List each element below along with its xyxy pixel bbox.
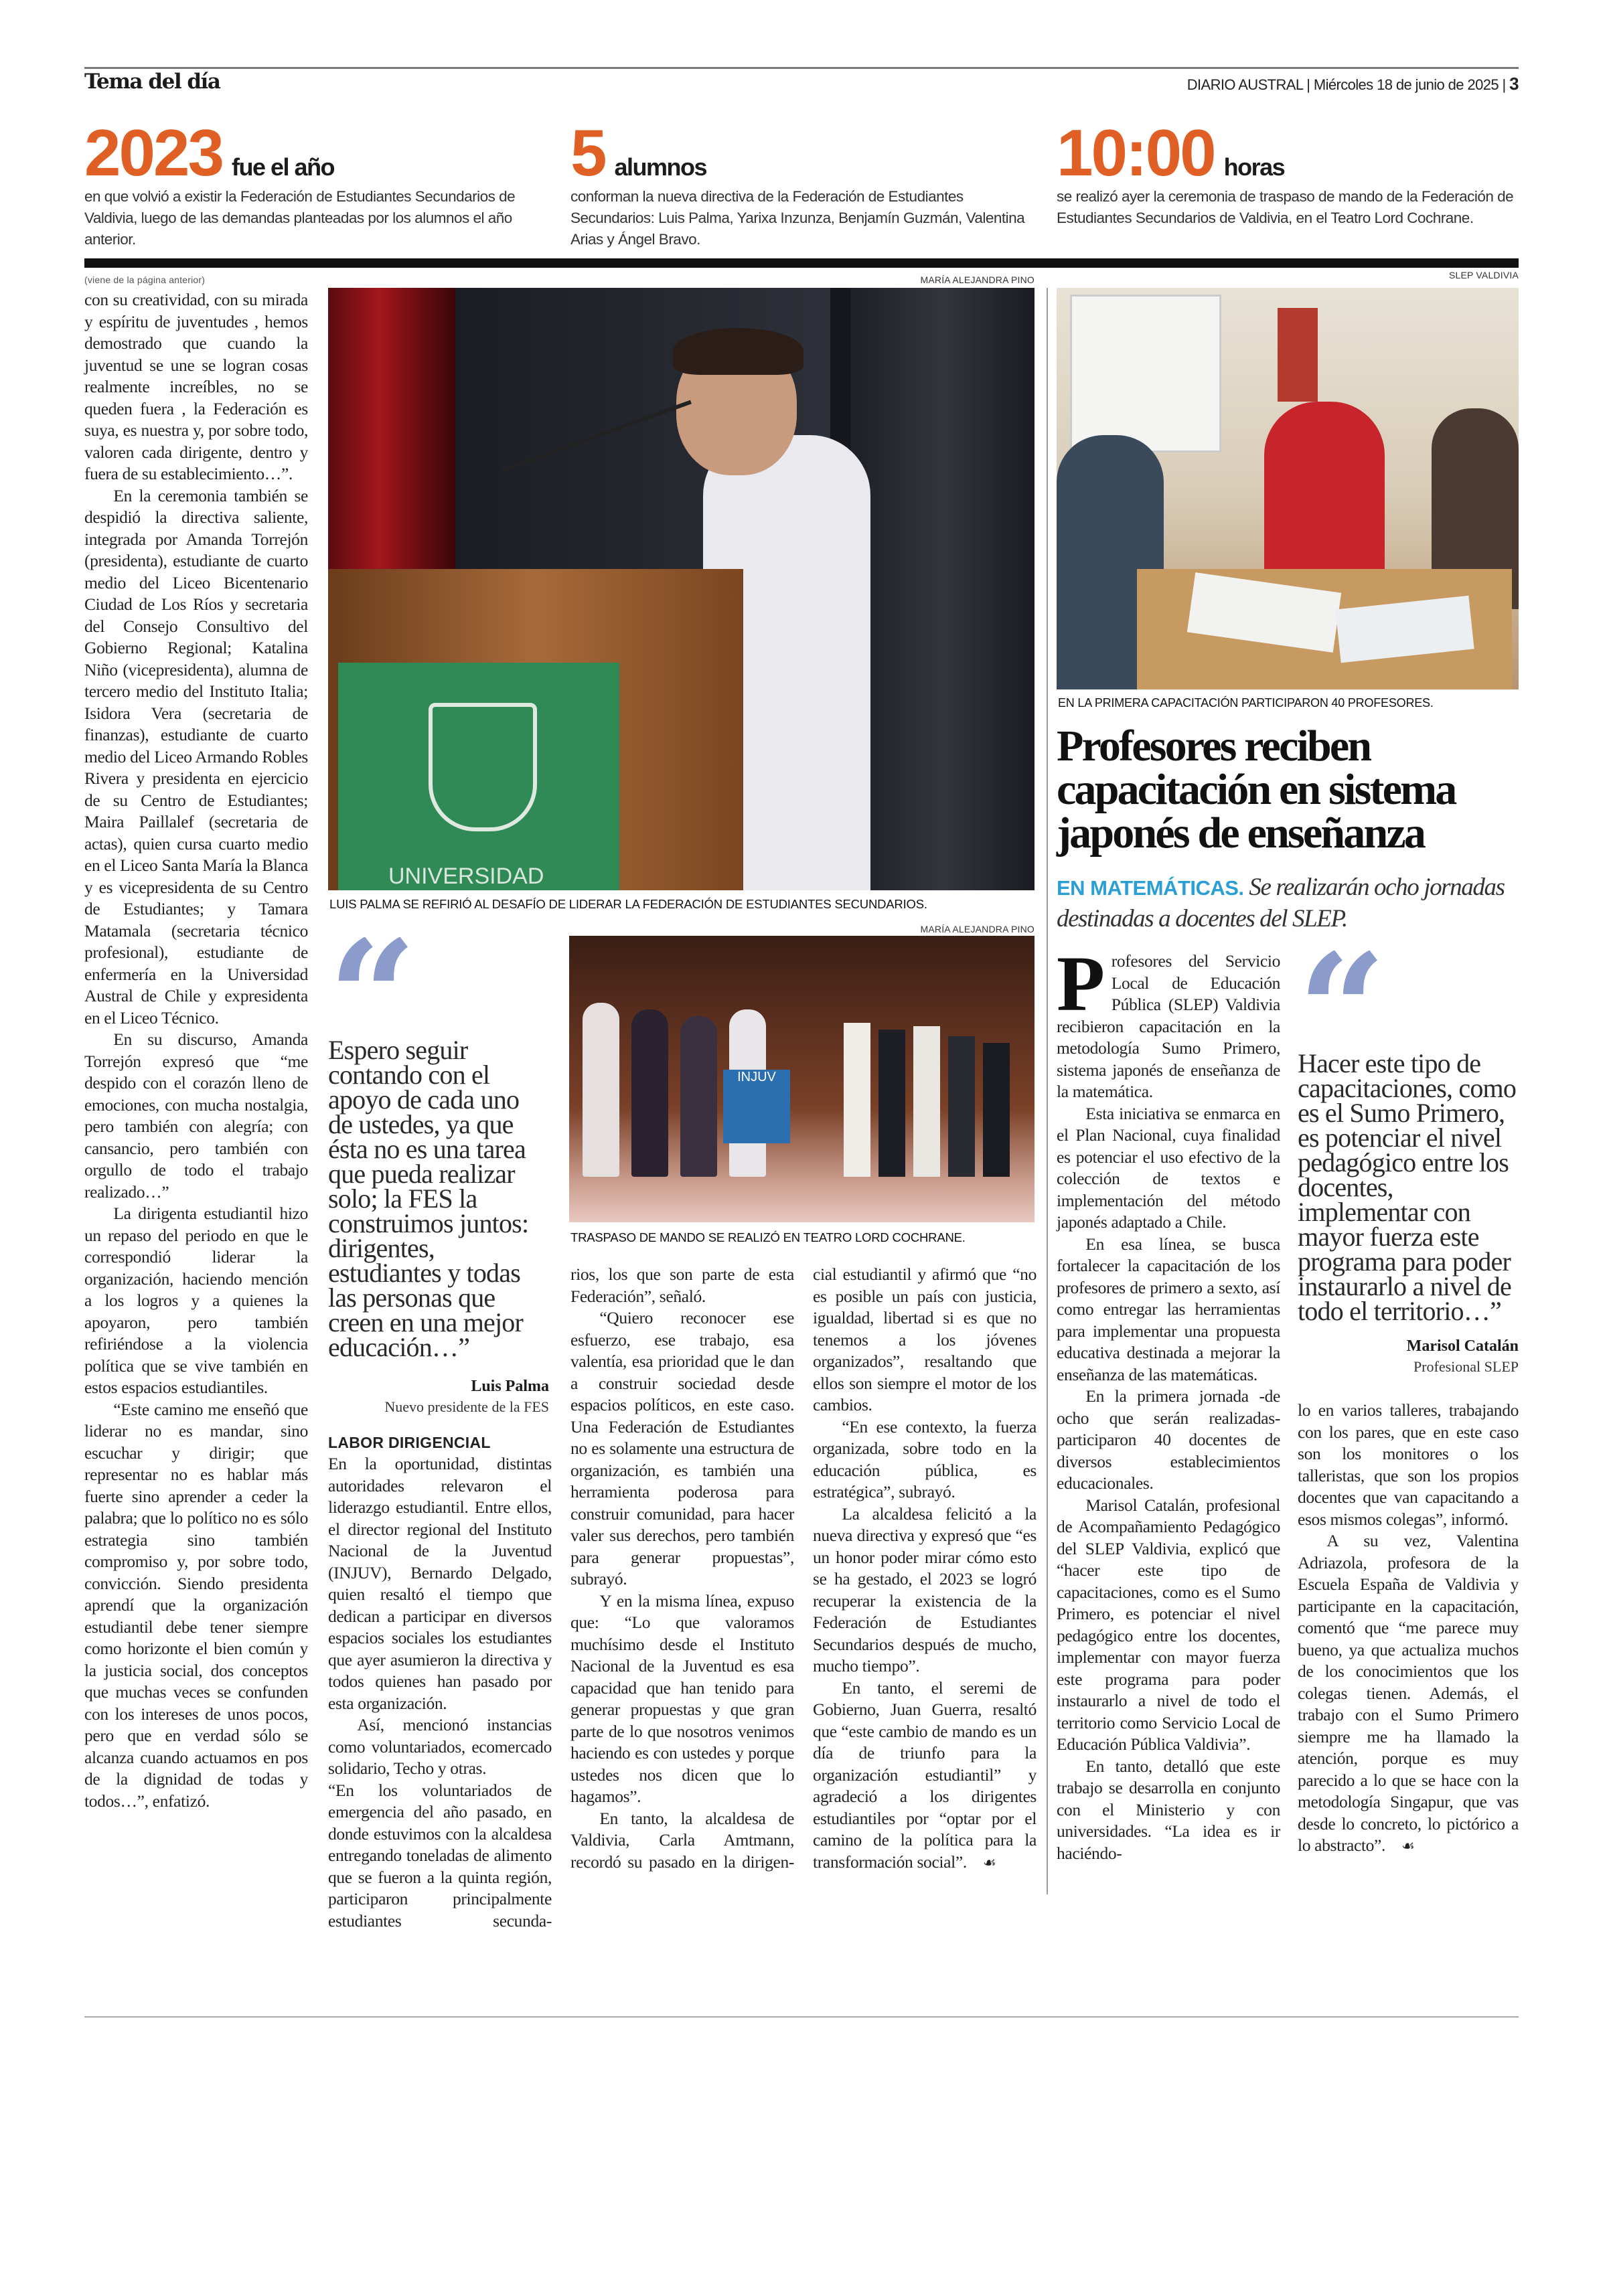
paragraph: “Quiero reconocer ese esfuerzo, ese trabajo, esa valentía, esa prioridad que le dan a construir sociedad desde espacios políticos, en este caso. Una Federación de Estudiantes no es solamente una estructura de organización, es también una herramienta poderosa para construir comunidad, para hacer valer sus derechos, pero también para generar propuestas”, subrayó.: [570, 1308, 794, 1588]
podium-text: UNIVERSIDAD: [388, 864, 544, 889]
paragraph: cial estudiantil y afirmó que “no es posible un país con justicia, igualdad, libertad si es que no tenemos a los jóvenes organizados”, resaltando que ellos son siempre el motor de los cambios.: [813, 1264, 1037, 1414]
stat-number: 2023: [84, 116, 223, 189]
quote-author-role: Profesional SLEP: [1413, 1358, 1519, 1375]
bottom-rule: [84, 2016, 1519, 2018]
end-mark-icon: ☙: [982, 1854, 996, 1872]
stat-number: 10:00: [1057, 116, 1215, 189]
paragraph: En la primera jornada -de ocho que serán realizadas- participaron 40 docentes de diversos establecimientos educacionales.: [1057, 1386, 1280, 1493]
paragraph: [1057, 940, 1280, 1103]
article1-column-4: [813, 1264, 1037, 1874]
article1-column-1: [84, 289, 308, 1812]
stat-unit: fue el año: [232, 153, 335, 181]
subheadline-text: Se realizarán ocho jornadas destinadas a docentes del SLEP.: [1057, 874, 1505, 932]
injuv-banner: INJUV: [723, 1070, 790, 1143]
paragraph: rios, los que son parte de esta Federación”, señaló.: [570, 1264, 794, 1306]
photo-luis-palma-podium: [328, 288, 1035, 890]
paragraph: En tanto, detalló que este trabajo se desarrolla en conjunto con el Ministerio y con universidades. “La idea es ir haciéndo-: [1057, 1756, 1280, 1863]
quote-mark-icon: [328, 937, 549, 1024]
paragraph: “En ese contexto, la fuerza organizada, sobre todo en la educación pública, es estratégica”, subrayó.: [813, 1416, 1037, 1501]
paragraph: Marisol Catalán, profesional de Acompañamiento Pedagógico del SLEP Valdivia, explicó que “hacer este tipo de capacitaciones, como es el Sumo Primero, es potenciar el nivel pedagógico entre los docentes, implementar con mayor fuerza este programa para poder instaurarlo a nivel de todo el territorio como Servicio Local de Educación Pública Valdivia”.: [1057, 1495, 1280, 1754]
quote-text: Espero seguir contando con el apoyo de cada uno de ustedes, ya que ésta no es una tarea que pueda realizar solo; la FES la construimos juntos: dirigentes, estudiantes y todas las personas que creen en una mejor educación…”: [328, 1035, 529, 1362]
photo-credit: MARÍA ALEJANDRA PINO: [920, 274, 1035, 285]
paragraph: lo en varios talleres, trabajando con los pares, que en este caso son los monitores o los talleristas, que son los propios docentes que van capacitando a esos mismos colegas”, informó.: [1298, 1400, 1519, 1529]
paragraph: Y en la misma línea, expuso que: “Lo que valoramos muchísimo desde el Instituto Nacional de la Juventud es esa capacidad que han tenido para generar propuestas y que gran parte de lo que nosotros venimos haciendo es con ustedes y porque ustedes nos dicen que lo hagamos”.: [570, 1590, 794, 1806]
article1-column-2: [328, 1432, 552, 1932]
stat-description: en que volvió a existir la Federación de Estudiantes Secundarios de Valdivia, luego de las demandas planteadas por los alumnos el año anterior.: [84, 188, 516, 248]
photo-credit: SLEP VALDIVIA: [1448, 270, 1519, 280]
paragraph: con su creatividad, con su mirada y espíritu de juventudes , hemos demostrado que cuando la juventud se une se logran cosas realmente increíbles, no se queden fuera , la Federación es suya, es nuestra y, por sobre todo, valoren cada dirigente, dentro y fuera de su establecimiento…”.: [84, 290, 308, 483]
paragraph: En la ceremonia también se despidió la directiva saliente, integrada por Amanda Torrejón (presidenta), estudiante de cuarto medio del Liceo Bicentenario Ciudad de Los Ríos y secretaria del Consejo Consultivo del Gobierno Regional; Katalina Niño (vicepresidenta), alumna de tercero medio del Instituto Italia; Isidora Vera (secretaria de finanzas), estudiante de cuarto medio del Liceo Armando Robles Rivera y presidenta en ejercicio de su Centro de Estudiantes; Maira Paillalef (secretaria de actas), quien cursa cuarto medio en el Liceo Santa María la Blanca y es vicepresidenta de su Centro de Estudiantes; y Tamara Matamala (secretaria técnico profesional), estudiante de enfermería en la Universidad Austral de Chile y expresidenta en el Liceo Técnico.: [84, 485, 308, 1028]
stat-year: [84, 116, 546, 250]
pull-quote-marisol-catalan: [1298, 951, 1519, 1377]
stat-number: 5: [570, 116, 605, 189]
officials-group: [844, 1009, 1024, 1177]
paragraph: [813, 1677, 1037, 1875]
subheadline: [1057, 872, 1519, 934]
article2-column-2-stack: [1298, 951, 1519, 1858]
paragraph: En su discurso, Amanda Torrejón expresó que “me despido con el corazón lleno de emociones, con mucha nostalgia, pero también con alegría; con cansancio, pero también con orgullo de todo el trabajo realizado…”: [84, 1030, 308, 1202]
quote-author: Luis Palma: [471, 1378, 549, 1395]
article2-columns: [1057, 940, 1519, 1864]
paragraph-text: A su vez, Valentina Adriazola, profesora de la Escuela España de Valdivia y participante en la capacitación, comentó que “me parece muy bueno, ya que actualiza muchos de los conocimientos que los colegas tienen. Además, el trabajo con el Sumo Primero siempre me ha llamado la atención, porque es muy parecido a lo que se hace con la metodología Singapur, que vas desde lo concreto, lo pictórico a lo abstracto”.: [1298, 1531, 1519, 1855]
photo-teachers-training: [1057, 288, 1519, 689]
photo-caption: EN LA PRIMERA CAPACITACIÓN PARTICIPARON 40 PROFESORES.: [1058, 696, 1434, 710]
top-rule: [84, 67, 1519, 69]
headline: Profesores reciben capacitación en sistema japonés de enseñanza: [1057, 722, 1456, 857]
paragraph: Esta iniciativa se enmarca en el Plan Nacional, cuya finalidad es potenciar el uso efectivo de la colección de textos e implementación del método japonés adaptado a Chile.: [1057, 1103, 1280, 1232]
paragraph: La alcaldesa felicitó a la nueva directiva y expresó que “es un honor poder mirar cómo esto se ha gestado, el 2023 se logró recuperar la existencia de la Federación de Estudiantes Secundarios después de mucho, mucho tiempo”.: [813, 1503, 1037, 1675]
kicker: EN MATEMÁTICAS.: [1057, 876, 1244, 900]
stat-time: [1057, 116, 1519, 229]
paragraph: La dirigenta estudiantil hizo un repaso del periodo en que le correspondió liderar la organización, haciendo mención a los logros y a quienes la apoyaron, pero también refiriéndose a la violencia política que se vive también en estos espacios estudiantiles.: [84, 1204, 308, 1397]
article1-column-3: [570, 1264, 794, 1873]
paragraph: “En los voluntariados de emergencia del año pasado, en donde estuvimos con la alcaldesa entregando toneladas de alimento que se fueron a la quinta región, participaron principalmente estudiantes secunda-: [328, 1780, 552, 1931]
article2-column-2: [1298, 1400, 1519, 1858]
subheading: LABOR DIRIGENCIAL: [328, 1434, 491, 1451]
photo-caption: TRASPASO DE MANDO SE REALIZÓ EN TEATRO LORD COCHRANE.: [570, 1230, 966, 1244]
stat-description: se realizó ayer la ceremonia de traspaso de mando de la Federación de Estudiantes Secundarios de Valdivia, en el Teatro Lord Cochrane.: [1057, 188, 1514, 226]
continued-note: (viene de la página anterior): [84, 274, 206, 285]
photo-caption: LUIS PALMA SE REFIRIÓ AL DESAFÍO DE LIDERAR LA FEDERACIÓN DE ESTUDIANTES SECUNDARIOS.: [329, 897, 927, 911]
photo-credit: MARÍA ALEJANDRA PINO: [920, 924, 1035, 934]
quote-mark-icon: [1298, 951, 1519, 1038]
paragraph-text: rofesores del Servicio Local de Educación Pública (SLEP) Valdivia recibieron capacitación en la metodología Sumo Primero, sistema japonés de enseñanza de la matemática.: [1057, 951, 1280, 1101]
stat-students: [570, 116, 1032, 250]
paragraph: [1298, 1530, 1519, 1858]
paragraph: “Este camino me enseñó que liderar no es mandar, sino escuchar y dirigir; que representar no es hablar más fuerte sino aprender a ceder la palabra; que lo político no es sólo estrategia sino también compromiso y, por sobre todo, convicción. Siendo presidenta aprendí que la organización estudiantil debe tener siempre como horizonte el bien común y la justicia social, dos conceptos que muchas veces se confunden con los intereses de unos pocos, pero que en verdad sólo se alcanza cuando actuamos en pos de la dignidad de todas y todos…”, enfatizó.: [84, 1399, 308, 1811]
paragraph-text: En tanto, el seremi de Gobierno, Juan Guerra, resaltó que “este cambio de mando es un día de triunfo para la organización estudiantil” y agradeció a los dirigentes estudiantiles por “optar por el camino de la política para la transformación social”.: [813, 1677, 1037, 1872]
issue-date: Miércoles 18 de junio de 2025: [1313, 76, 1499, 93]
stat-unit: alumnos: [614, 153, 707, 181]
stat-description: conforman la nueva directiva de la Federación de Estudiantes Secundarios: Luis Palma, Yarixa Inzunza, Benjamín Guzmán, Valentina Arias y Ángel Bravo.: [570, 188, 1025, 248]
crest-icon: [429, 703, 537, 831]
paragraph: En esa línea, se busca fortalecer la capacitación de los profesores de primero a sexto, así como entregar las herramientas para implementar una propuesta educativa destinada a mejorar la enseñanza de las matemáticas.: [1057, 1234, 1280, 1384]
article2-main-stack: [1057, 724, 1519, 1864]
end-mark-icon: ☙: [1401, 1838, 1415, 1855]
photo-ceremony-stage: [569, 936, 1035, 1222]
quote-author: Marisol Catalán: [1406, 1337, 1519, 1355]
page-number: 3: [1509, 74, 1519, 94]
drop-cap: P: [1057, 940, 1105, 1028]
pull-quote-luis-palma: [328, 937, 549, 1417]
paragraph: En la oportunidad, distintas autoridades relevaron el liderazgo estudiantil. Entre ellos, el director regional del Instituto Nacional de la Juventud (INJUV), Bernardo Delgado, quien resaltó el tiempo que dedican a participar en diversos espacios sociales los estudiantes que ayer asumieron la directiva y todos quienes han pasado por esta organización.: [328, 1454, 552, 1713]
paragraph: Así, mencionó instancias como voluntariados, ecomercado solidario, Techo y otras.: [328, 1715, 552, 1778]
section-title: Tema del día: [84, 70, 220, 94]
article2-column-1: [1057, 940, 1280, 1864]
column-divider: [1047, 288, 1048, 1894]
section-divider-bar: [84, 258, 1519, 268]
quote-author-role: Nuevo presidente de la FES: [384, 1398, 549, 1415]
quote-text: Hacer este tipo de capacitaciones, como es el Sumo Primero, es potenciar el nivel pedagógico entre los docentes, implementar con mayor fuerza este programa para poder instaurarlo a nivel de todo el territorio…”: [1298, 1048, 1517, 1326]
whiteboard: [1070, 295, 1221, 453]
publication-name: DIARIO AUSTRAL: [1187, 76, 1303, 93]
paragraph: En tanto, la alcaldesa de Valdivia, Carla Amtmann, recordó su pasado en la dirigen-: [570, 1808, 794, 1872]
masthead: DIARIO AUSTRAL | Miércoles 18 de junio de 2025 | 3: [1187, 74, 1519, 94]
article1-column-2-stack: [328, 937, 552, 1932]
stat-unit: horas: [1223, 153, 1285, 181]
